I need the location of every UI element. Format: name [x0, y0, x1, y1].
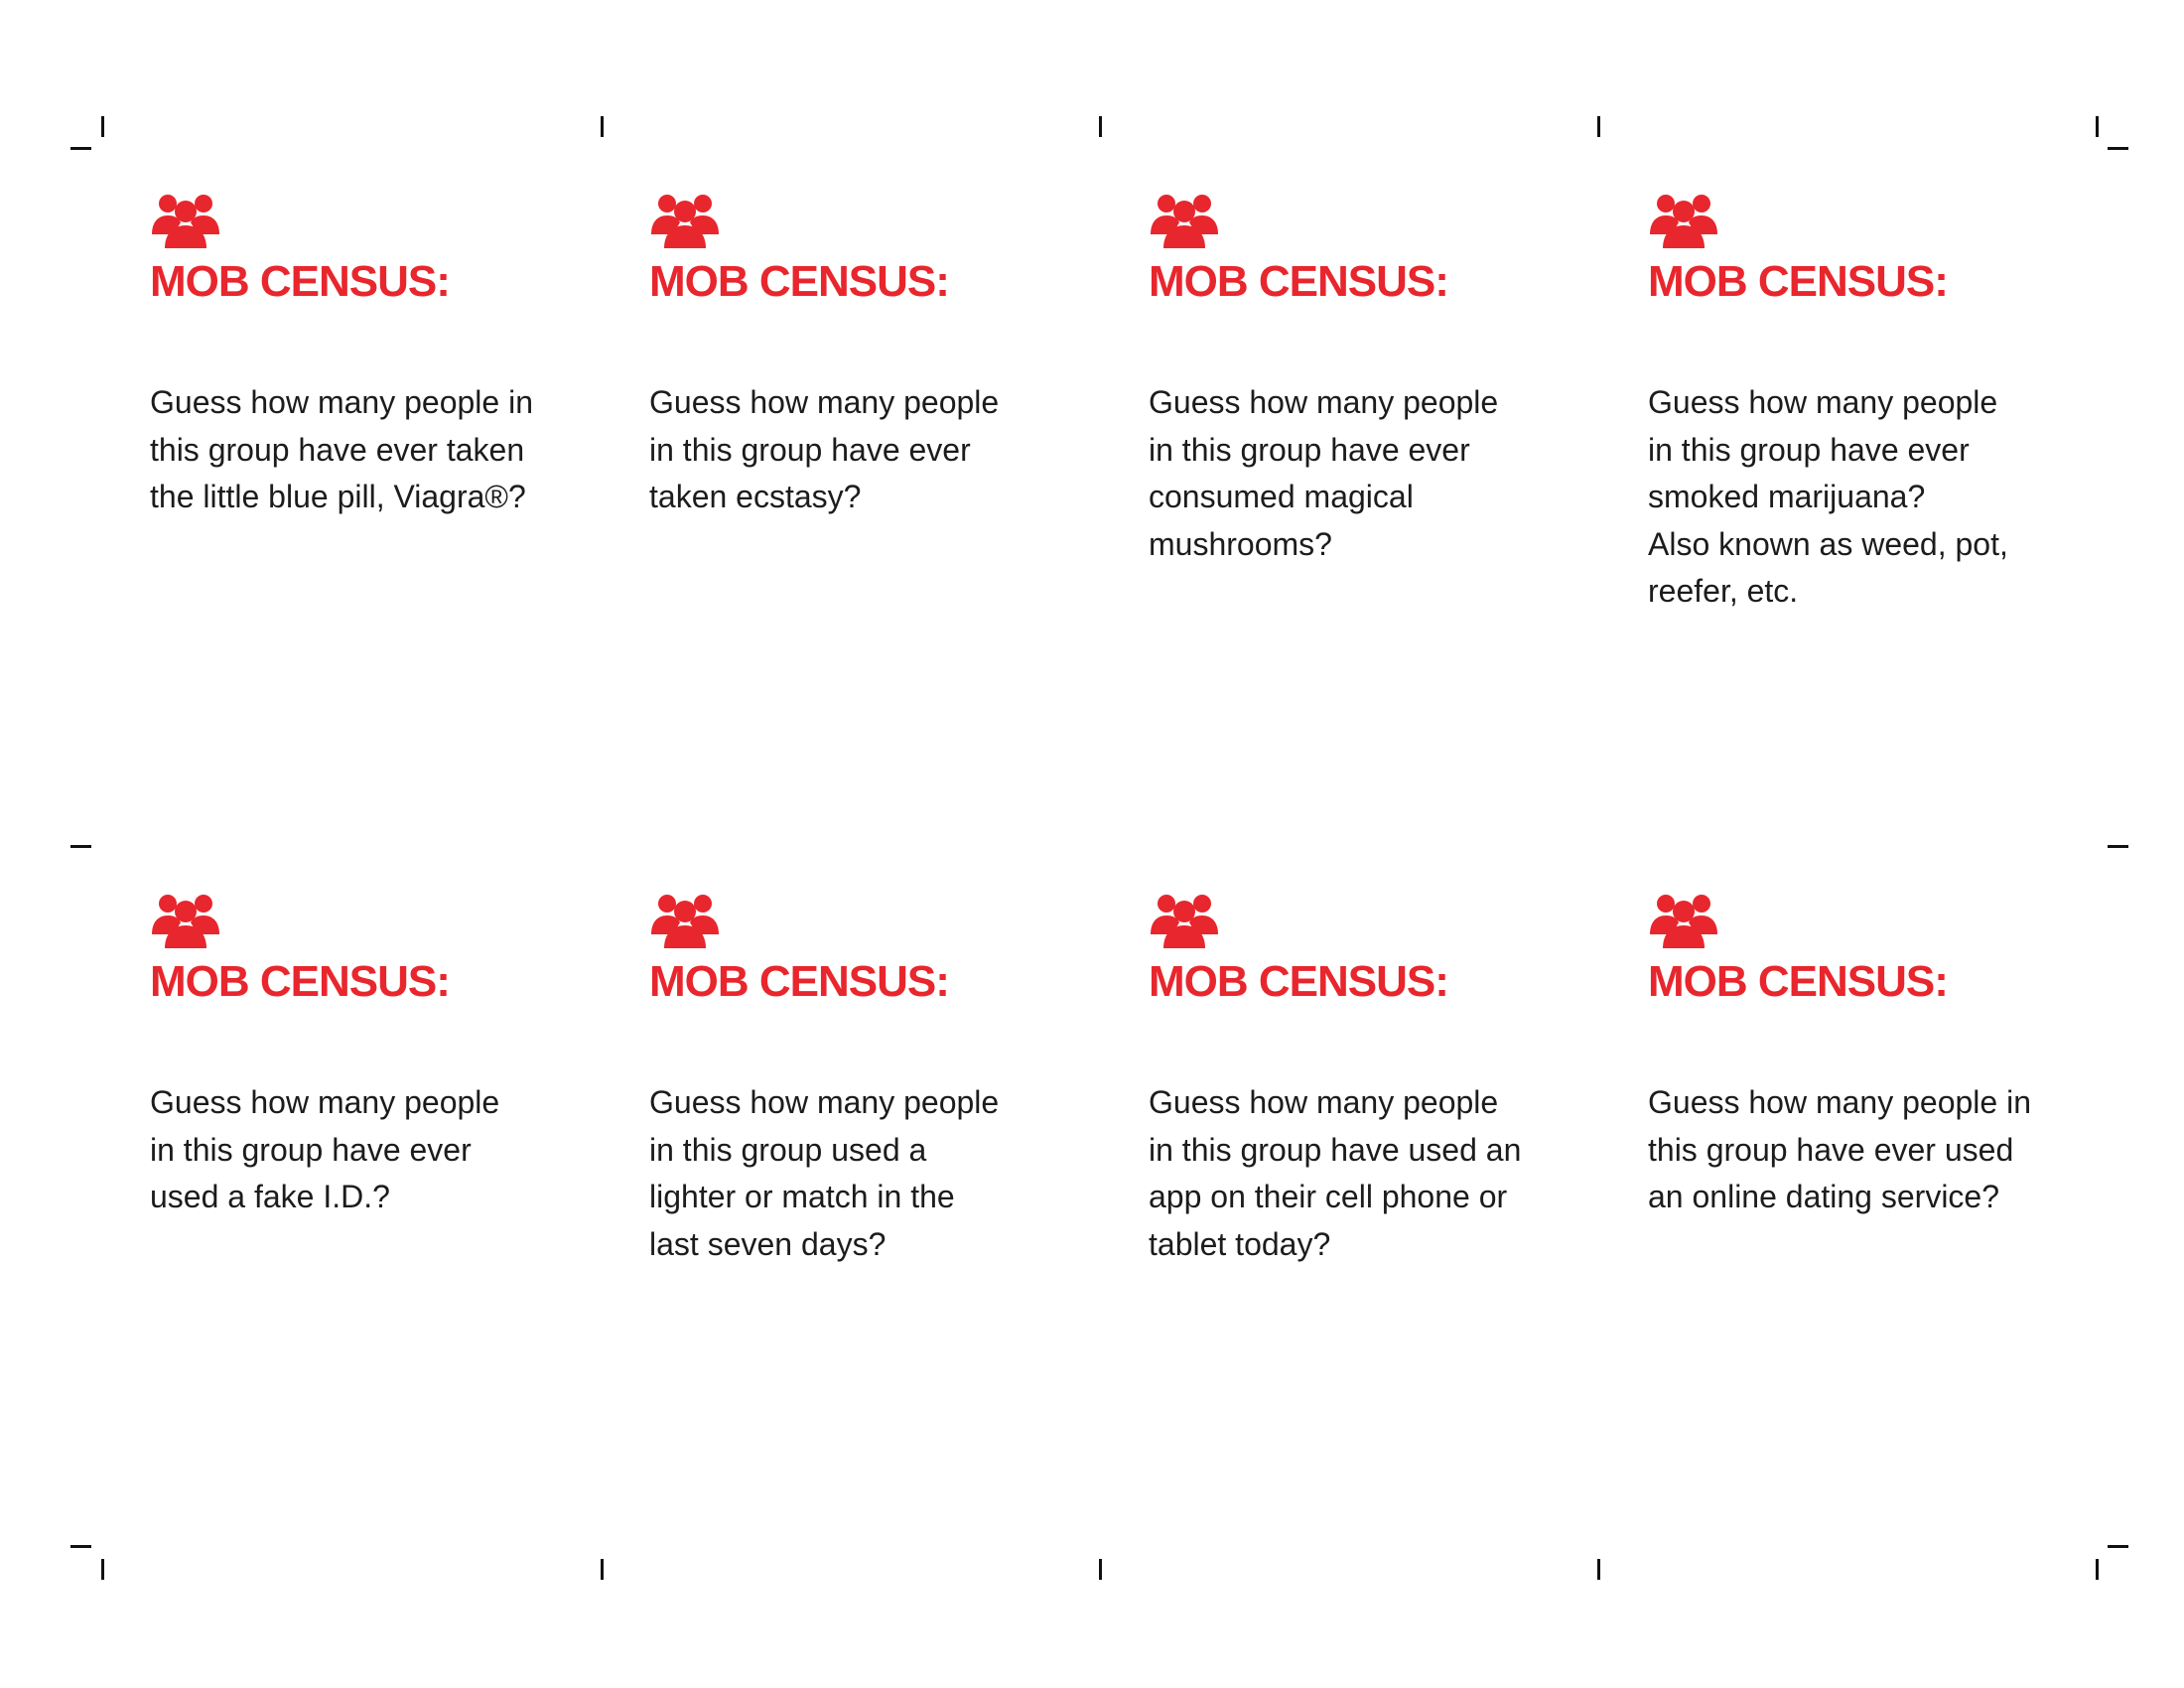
census-card [1648, 189, 2115, 745]
question-line: smoked marijuana? [1648, 479, 1926, 514]
card-title: MOB CENSUS: [649, 957, 949, 1006]
census-card [649, 189, 1116, 745]
question-line: this group have ever taken [150, 431, 525, 468]
card-title: MOB CENSUS: [150, 957, 450, 1006]
question-line: Guess how many people in [1648, 1084, 2031, 1120]
card-title: MOB CENSUS: [150, 257, 450, 306]
question-line: tablet today? [1149, 1225, 1331, 1262]
card-title: MOB CENSUS: [649, 257, 949, 306]
people-group-icon [1648, 189, 1719, 248]
crop-mark [70, 147, 91, 150]
card-title: MOB CENSUS: [1648, 257, 1948, 306]
people-group-icon [1648, 889, 1719, 948]
question-line: in this group have ever [1149, 431, 1470, 468]
question-line: Guess how many people in [150, 384, 533, 420]
question-line: the little blue pill, Viagra®? [150, 479, 526, 514]
question-line: an online dating service? [1648, 1179, 2000, 1214]
crop-mark [1597, 1559, 1600, 1580]
question-line: last seven days? [649, 1225, 887, 1262]
people-group-icon [649, 189, 721, 248]
card-title: MOB CENSUS: [1149, 957, 1448, 1006]
card-title: MOB CENSUS: [1648, 957, 1948, 1006]
people-group-icon [150, 889, 221, 948]
crop-mark [2108, 1545, 2128, 1548]
census-card [150, 889, 616, 1445]
card-question [1648, 1079, 2075, 1221]
question-line: Guess how many people [1648, 384, 1998, 420]
question-line: taken ecstasy? [649, 479, 862, 514]
crop-mark [1099, 1559, 1102, 1580]
people-group-icon [649, 889, 721, 948]
question-line: app on their cell phone or [1149, 1179, 1508, 1214]
crop-mark [601, 116, 604, 137]
crop-mark [101, 1559, 104, 1580]
question-line: Guess how many people [150, 1084, 500, 1120]
crop-mark [2108, 147, 2128, 150]
question-line: Guess how many people [1149, 384, 1499, 420]
census-card [150, 189, 616, 745]
question-line: Guess how many people [649, 1084, 1000, 1120]
question-line: in this group have ever [150, 1131, 472, 1168]
people-group-icon [1149, 889, 1220, 948]
question-line: in this group have ever [1648, 431, 1970, 468]
question-line: consumed magical [1149, 479, 1414, 514]
question-line: lighter or match in the [649, 1179, 955, 1214]
card-question [1149, 379, 1575, 568]
question-line: in this group used a [649, 1131, 927, 1168]
card-question [1149, 1079, 1575, 1268]
crop-mark [2096, 116, 2099, 137]
crop-mark [70, 845, 91, 848]
crop-mark [1597, 116, 1600, 137]
census-card [1149, 889, 1615, 1445]
crop-mark [2096, 1559, 2099, 1580]
crop-mark [2108, 845, 2128, 848]
question-line: Guess how many people [1149, 1084, 1499, 1120]
crop-mark [101, 116, 104, 137]
census-card [1648, 889, 2115, 1445]
question-line: in this group have ever [649, 431, 971, 468]
crop-mark [70, 1545, 91, 1548]
card-question [150, 379, 577, 521]
people-group-icon [1149, 189, 1220, 248]
question-line: used a fake I.D.? [150, 1179, 390, 1214]
census-card [649, 889, 1116, 1445]
question-line: Also known as weed, pot, [1648, 525, 2008, 562]
question-line: in this group have used an [1149, 1131, 1522, 1168]
question-line: reefer, etc. [1648, 573, 1799, 609]
card-question [150, 1079, 577, 1221]
crop-mark [1099, 116, 1102, 137]
card-question [649, 1079, 1076, 1268]
question-line: Guess how many people [649, 384, 1000, 420]
people-group-icon [150, 189, 221, 248]
census-card [1149, 189, 1615, 745]
question-line: this group have ever used [1648, 1131, 2014, 1168]
card-title: MOB CENSUS: [1149, 257, 1448, 306]
card-question [1648, 379, 2075, 616]
card-question [649, 379, 1076, 521]
crop-mark [601, 1559, 604, 1580]
question-line: mushrooms? [1149, 525, 1332, 562]
